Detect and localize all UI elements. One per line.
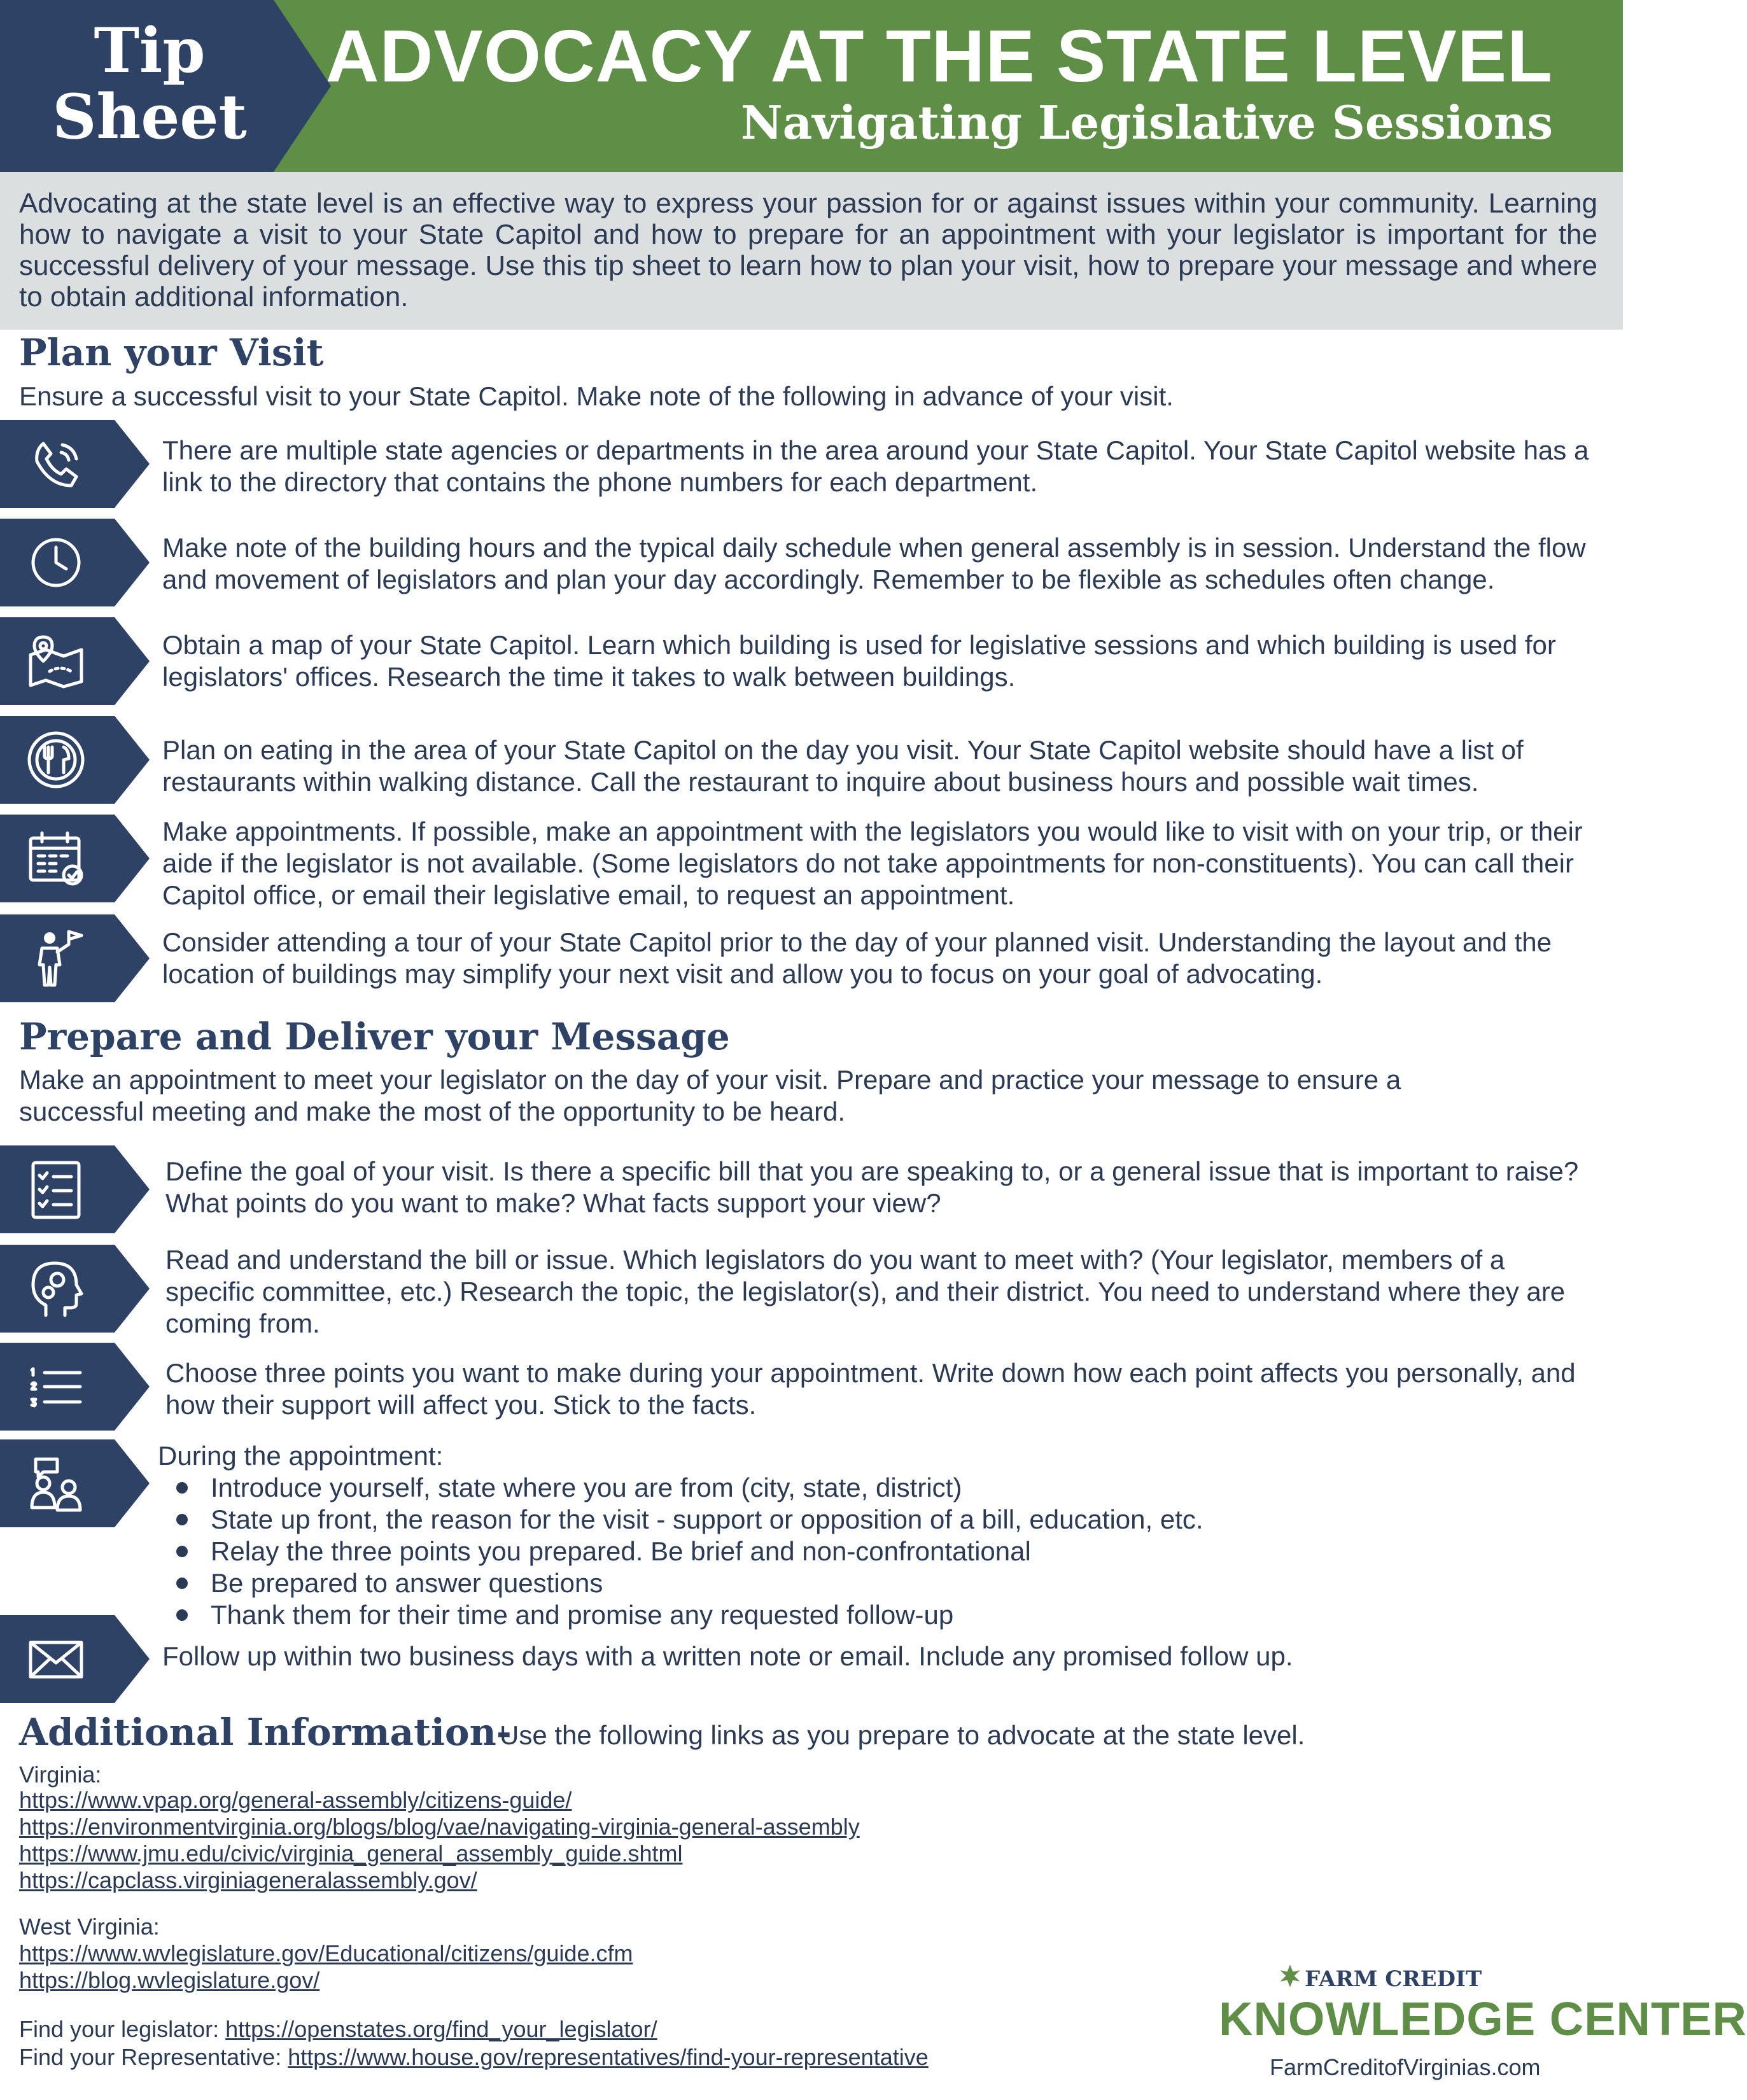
prepare-item-research: Read and understand the bill or issue. Which legislators do you want to meet with? (Your legislator, members of a specific committee, etc.) Research the topic, the legislator(s), and their district. You need to understand where they are coming from. — [165, 1245, 1566, 1338]
page-subtitle: Navigating Legislative Sessions — [740, 95, 1553, 150]
list-item: Introduce yourself, state where you are from (city, state, district) — [162, 1472, 1601, 1504]
list-item: State up front, the reason for the visit - support or opposition of a bill, education, etc. — [162, 1504, 1601, 1536]
phone-icon-tab — [0, 420, 150, 508]
calendar-icon-tab — [0, 815, 150, 902]
find-representative-label: Find your Representative: — [19, 2044, 282, 2070]
head-gears-icon-tab — [0, 1245, 150, 1333]
tip-sheet-label — [0, 15, 299, 153]
virginia-label: Virginia: — [19, 1761, 102, 1788]
checklist-icon — [24, 1158, 88, 1221]
logo-url[interactable]: FarmCreditofVirginias.com — [1270, 2054, 1541, 2080]
logo-knowledge-center: KNOWLEDGE CENTER — [1219, 1992, 1747, 2045]
find-legislator-row — [19, 2016, 657, 2043]
additional-lead: Use the following links as you prepare to advocate at the state level. — [500, 1720, 1305, 1750]
link-wv-blog[interactable]: https://blog.wvlegislature.gov/ — [19, 1967, 320, 1993]
clock-icon-tab — [0, 519, 150, 606]
sheet-line: Sheet — [52, 81, 247, 153]
prepare-lead: Make an appointment to meet your legislator on the day of your visit. Prepare and practice your message to ensure a successful meeting and make the most of the opportunity to be heard. — [19, 1065, 1401, 1126]
logo-farm-credit: FARM CREDIT — [1305, 1966, 1482, 1992]
phone-icon — [24, 432, 88, 496]
tour-guide-icon-tab — [0, 914, 150, 1002]
plan-item-dining: Plan on eating in the area of your State Capitol on the day you visit. Your State Capitol website should have a list of restaurants within walking distance. Call the restaurant to inquire about business hours and possible wait times. — [162, 735, 1524, 797]
virginia-links — [19, 1787, 860, 1894]
numbered-list-icon-tab — [0, 1343, 150, 1431]
numbered-list-icon — [24, 1355, 88, 1418]
tour-guide-icon — [24, 927, 88, 990]
prepare-item-goal: Define the goal of your visit. Is there a specific bill that you are speaking to, or a general issue that is important to raise? What points do you want to make? What facts support your view? — [165, 1156, 1579, 1218]
prepare-heading: Prepare and Deliver your Message — [19, 1015, 730, 1058]
link-vpap[interactable]: https://www.vpap.org/general-assembly/citizens-guide/ — [19, 1787, 572, 1813]
map-icon-tab — [0, 617, 150, 705]
dining-icon — [24, 728, 88, 792]
plan-item-calendar: Make appointments. If possible, make an appointment with the legislators you would like to visit with on your trip, or their aide if the legislator is not available. (Some legislators do not take appointments for non-constituents). You can call their Capitol office, or email their legislative email, to request an appointment. — [162, 816, 1583, 910]
envelope-icon-tab — [0, 1615, 150, 1703]
link-openstates[interactable]: https://openstates.org/find_your_legislator/ — [225, 2016, 657, 2042]
find-legislator-label: Find your legislator: — [19, 2016, 220, 2042]
find-representative-row — [19, 2044, 929, 2071]
plan-item-map: Obtain a map of your State Capitol. Learn which building is used for legislative sessions and which building is used for legislators' offices. Research the time it takes to walk between buildings. — [162, 630, 1556, 692]
map-icon — [24, 629, 88, 693]
plan-lead: Ensure a successful visit to your State Capitol. Make note of the following in advance of your visit. — [19, 381, 1174, 411]
list-item: Be prepared to answer questions — [162, 1567, 1601, 1599]
list-item: Relay the three points you prepared. Be brief and non-confrontational — [162, 1536, 1601, 1567]
west-virginia-label: West Virginia: — [19, 1914, 160, 1940]
additional-heading: Additional Information- — [19, 1711, 512, 1754]
link-environment-virginia[interactable]: https://environmentvirginia.org/blogs/blog/vae/navigating-virginia-general-assembly — [19, 1814, 860, 1840]
link-jmu[interactable]: https://www.jmu.edu/civic/virginia_general_assembly_guide.shtml — [19, 1840, 683, 1866]
calendar-icon — [24, 827, 88, 890]
plan-item-tour: Consider attending a tour of your State Capitol prior to the day of your planned visit. Understanding the layout and the location of buildings may simplify your next visit and allow you to focus on your goal of advocating. — [162, 927, 1552, 989]
intro-paragraph: Advocating at the state level is an effective way to express your passion for or against issues within your community. Learning how to navigate a visit to your State Capitol and how to prepare for an appointment with your legislator is important for the successful delivery of your message. Use this tip sheet to learn how to plan your visit, how to prepare your message and where to obtain additional information. — [19, 188, 1597, 312]
link-capclass[interactable]: https://capclass.virginiageneralassembly.gov/ — [19, 1867, 477, 1893]
head-gears-icon — [24, 1257, 88, 1320]
list-item: Thank them for their time and promise any requested follow-up — [162, 1599, 1601, 1631]
meeting-icon-tab — [0, 1439, 150, 1527]
page-title: ADVOCACY AT THE STATE LEVEL — [325, 15, 1553, 97]
link-wv-guide[interactable]: https://www.wvlegislature.gov/Educational/citizens/guide.cfm — [19, 1940, 633, 1966]
prepare-item-points: Choose three points you want to make during your appointment. Write down how each point affects you personally, and how their support will affect you. Stick to the facts. — [165, 1358, 1576, 1420]
clock-icon — [24, 531, 88, 594]
plan-item-phone: There are multiple state agencies or departments in the area around your State Capitol. Your State Capitol website has a link to the directory that contains the phone numbers for each department. — [162, 435, 1589, 497]
plan-heading: Plan your Visit — [19, 331, 324, 374]
dining-icon-tab — [0, 716, 150, 804]
link-house-gov[interactable]: https://www.house.gov/representatives/find-your-representative — [288, 2044, 929, 2070]
tip-line: Tip — [94, 15, 206, 87]
plan-item-clock: Make note of the building hours and the typical daily schedule when general assembly is in session. Understand the flow and movement of legislators and plan your day accordingly. Remember to be flexible as schedules often change. — [162, 533, 1586, 594]
appointment-lead: During the appointment: — [158, 1441, 444, 1471]
meeting-icon — [24, 1452, 88, 1515]
leaf-logo-icon — [1276, 1962, 1304, 1990]
followup-text: Follow up within two business days with a written note or email. Include any promised follow up. — [162, 1641, 1293, 1671]
checklist-icon-tab — [0, 1145, 150, 1233]
west-virginia-links — [19, 1940, 633, 1994]
appointment-bullets — [162, 1472, 1601, 1631]
envelope-icon — [24, 1627, 88, 1691]
